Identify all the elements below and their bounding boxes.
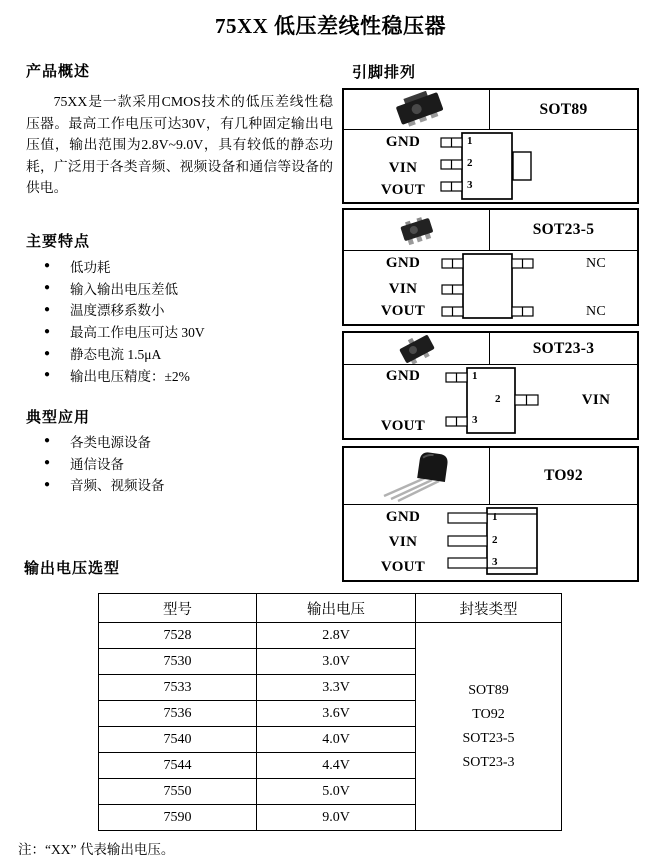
feature-text: 最高工作电压可达 30V: [70, 325, 205, 341]
model-cell: 7536: [99, 701, 257, 727]
package-type: SOT23-3: [462, 754, 515, 770]
package-name: SOT89: [489, 90, 637, 129]
sot89-pin-diagram: [344, 130, 637, 202]
bullet-icon: ●: [44, 369, 51, 381]
overview-heading: 产品概述: [26, 63, 91, 80]
package-type: SOT23-5: [462, 730, 515, 746]
application-text: 通信设备: [70, 456, 124, 472]
pin-number: 2: [467, 157, 473, 169]
package-block-sot23-3: [342, 331, 639, 440]
sot23-3-package-icon: [372, 334, 462, 364]
page-title: 75XX 低压差线性稳压器: [214, 14, 447, 38]
voltage-cell: 3.6V: [257, 701, 416, 727]
sot23-3-pin-diagram: [344, 365, 637, 438]
applications-list: [44, 430, 165, 495]
selection-heading: 输出电压选型: [24, 560, 121, 577]
package-type: TO92: [472, 706, 505, 722]
list-item: [44, 320, 205, 342]
package-block-sot89: [342, 88, 639, 204]
feature-text: 低功耗: [70, 259, 111, 275]
package-type: SOT89: [468, 682, 509, 698]
pin-label-gnd: GND: [385, 509, 421, 525]
pin-number: 1: [467, 135, 473, 147]
bullet-icon: ●: [44, 260, 51, 272]
sot23-5-pin-diagram: [344, 251, 637, 324]
package-header: [344, 90, 637, 130]
pinout-heading: 引脚排列: [352, 64, 417, 81]
model-cell: 7533: [99, 675, 257, 701]
pin-label-vin: VIN: [388, 281, 418, 297]
list-item: [44, 299, 205, 321]
model-cell: 7528: [99, 623, 257, 649]
package-types-cell: [416, 623, 562, 831]
pin-number: 1: [472, 370, 478, 382]
features-list: [44, 255, 205, 386]
pin-label-vin: VIN: [388, 160, 418, 176]
pin-label-vout: VOUT: [380, 303, 426, 319]
package-block-sot23-5: [342, 208, 639, 326]
list-item: [44, 277, 205, 299]
feature-text: 输入输出电压差低: [70, 281, 178, 297]
bullet-icon: ●: [44, 347, 51, 359]
bullet-icon: ●: [44, 282, 51, 294]
package-header: [344, 210, 637, 251]
list-item: [44, 474, 165, 496]
features-heading: 主要特点: [26, 233, 91, 250]
bullet-icon: ●: [44, 435, 51, 447]
pin-number: 1: [492, 511, 498, 523]
package-name: SOT23-5: [489, 210, 637, 250]
voltage-cell: 3.3V: [257, 675, 416, 701]
voltage-cell: 4.4V: [257, 753, 416, 779]
model-cell: 7544: [99, 753, 257, 779]
bullet-icon: ●: [44, 325, 51, 337]
feature-text: 输出电压精度：±2%: [70, 368, 190, 384]
pin-label-gnd: GND: [385, 368, 421, 384]
voltage-cell: 2.8V: [257, 623, 416, 649]
pin-number: 3: [472, 414, 478, 426]
to92-pin-diagram: [344, 505, 637, 580]
pin-number: 2: [492, 534, 498, 546]
pin-label-gnd: GND: [385, 255, 421, 271]
model-cell: 7590: [99, 805, 257, 831]
col-header-voltage: 输出电压: [257, 594, 416, 623]
package-name: TO92: [489, 448, 637, 504]
table-header-row: [99, 594, 562, 623]
pin-label-nc: NC: [585, 304, 607, 319]
col-header-package: 封装类型: [416, 594, 562, 623]
pin-number: 2: [495, 393, 501, 405]
voltage-cell: 5.0V: [257, 779, 416, 805]
sot89-package-icon: [367, 91, 467, 129]
pin-label-vout: VOUT: [380, 182, 426, 198]
bullet-icon: ●: [44, 457, 51, 469]
voltage-selection-table: [98, 593, 562, 831]
sot23-5-photo: [344, 210, 489, 250]
overview-paragraph: 75XX是一款采用CMOS技术的低压差线性稳压器。最高工作电压可达30V，有几种固定输出电压值，输出范围为2.8V~9.0V，具有较低的静态功耗，广泛用于各类音频、视频设备和通信等设备的供电。: [26, 94, 333, 195]
col-header-model: 型号: [99, 594, 257, 623]
application-text: 各类电源设备: [70, 434, 151, 450]
application-text: 音频、视频设备: [70, 478, 165, 494]
model-cell: 7540: [99, 727, 257, 753]
feature-text: 静态电流 1.5μA: [70, 347, 162, 363]
voltage-cell: 9.0V: [257, 805, 416, 831]
package-name: SOT23-3: [489, 333, 637, 364]
voltage-cell: 3.0V: [257, 649, 416, 675]
applications-heading: 典型应用: [26, 409, 91, 426]
voltage-cell: 4.0V: [257, 727, 416, 753]
list-item: [44, 430, 165, 452]
package-header: [344, 448, 637, 505]
to92-photo: [344, 448, 489, 504]
sot89-photo: [344, 90, 489, 129]
sot23-3-photo: [344, 333, 489, 364]
list-item: [44, 255, 205, 277]
package-header: [344, 333, 637, 365]
list-item: [44, 342, 205, 364]
to92-package-icon: [362, 450, 472, 502]
feature-text: 温度漂移系数小: [70, 303, 165, 319]
list-item: [44, 364, 205, 386]
table-row: [99, 623, 562, 649]
pin-label-vout: VOUT: [380, 559, 426, 575]
bullet-icon: ●: [44, 478, 51, 490]
footnote: 注：“XX” 代表输出电压。: [18, 842, 175, 857]
sot23-5-package-icon: [372, 211, 462, 249]
pin-number: 3: [467, 179, 473, 191]
pin-label-vin: VIN: [581, 392, 611, 408]
list-item: [44, 452, 165, 474]
pin-label-gnd: GND: [385, 134, 421, 150]
model-cell: 7550: [99, 779, 257, 805]
pin-label-nc: NC: [585, 256, 607, 271]
pin-number: 3: [492, 556, 498, 568]
pin-label-vin: VIN: [388, 534, 418, 550]
model-cell: 7530: [99, 649, 257, 675]
bullet-icon: ●: [44, 303, 51, 315]
pin-label-vout: VOUT: [380, 418, 426, 434]
package-block-to92: [342, 446, 639, 582]
